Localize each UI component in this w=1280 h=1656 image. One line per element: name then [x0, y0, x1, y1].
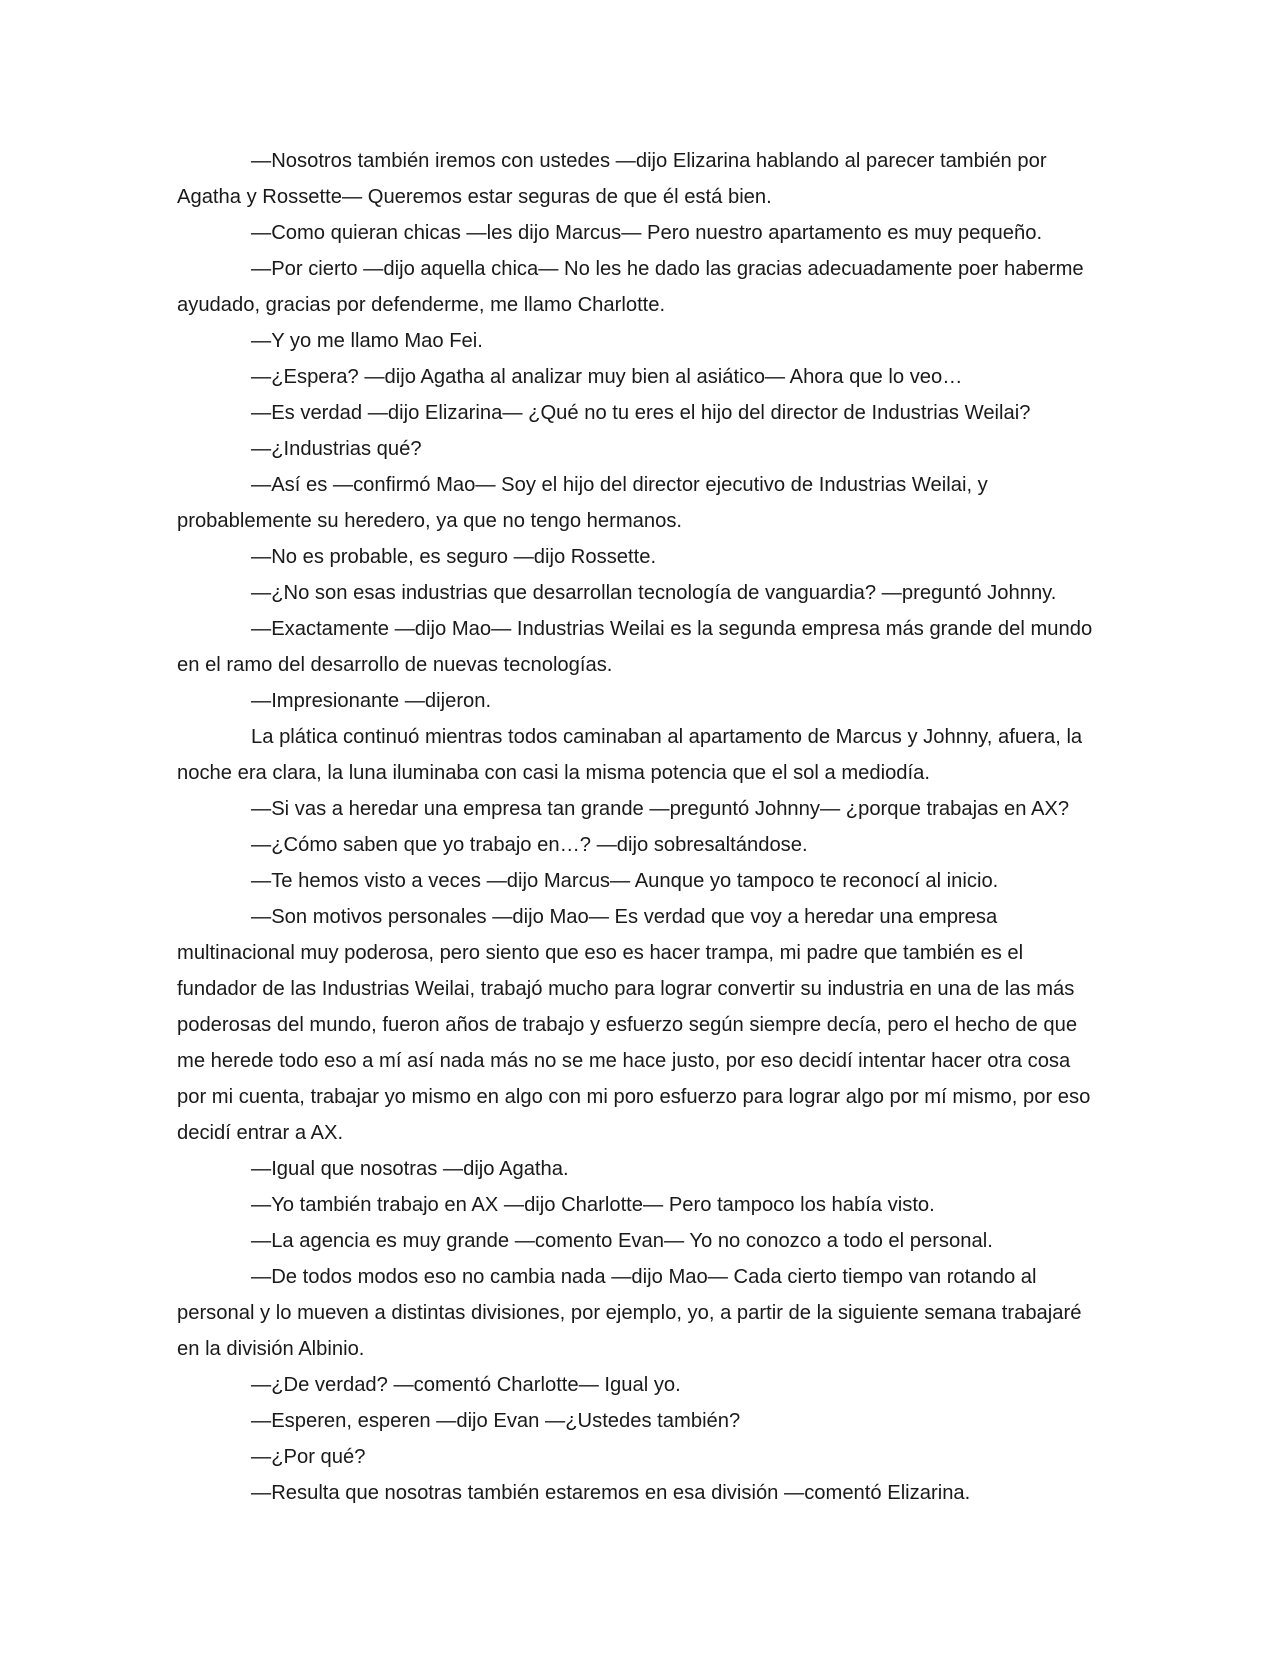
paragraph: La plática continuó mientras todos caminaban al apartamento de Marcus y Johnny, afuera, la noche era clara, la luna iluminaba con casi la misma potencia que el sol a mediodía. [177, 726, 1083, 784]
paragraph: —Es verdad —dijo Elizarina— ¿Qué no tu eres el hijo del director de Industrias Weilai? [251, 402, 1031, 424]
paragraph: —La agencia es muy grande —comento Evan— Yo no conozco a todo el personal. [251, 1230, 993, 1252]
paragraph: —No es probable, es seguro —dijo Rossette. [251, 546, 657, 568]
paragraph: —¿Espera? —dijo Agatha al analizar muy bien al asiático— Ahora que lo veo… [251, 366, 963, 388]
paragraph: —Yo también trabajo en AX —dijo Charlotte— Pero tampoco los había visto. [251, 1194, 935, 1216]
paragraph: —Nosotros también iremos con ustedes —dijo Elizarina hablando al parecer también por Agatha y Rossette— Queremos estar seguras de que él está bien. [177, 150, 1047, 208]
paragraph: —Como quieran chicas —les dijo Marcus— Pero nuestro apartamento es muy pequeño. [251, 222, 1043, 244]
paragraph: —Resulta que nosotras también estaremos en esa división —comentó Elizarina. [251, 1482, 971, 1504]
paragraph: —Son motivos personales —dijo Mao— Es verdad que voy a heredar una empresa multinacional muy poderosa, pero siento que eso es hacer trampa, mi padre que también es el fundador de las Industrias Weilai, trabajó mucho para lograr convertir su industria en una de las más poderosas del mundo, fueron años de trabajo y esfuerzo según siempre decía, pero el hecho de que me herede todo eso a mí así nada más no se me hace justo, por eso decidí intentar hacer otra cosa por mi cuenta, trabajar yo mismo en algo con mi poro esfuerzo para lograr algo por mí mismo, por eso decidí entrar a AX. [177, 906, 1091, 1144]
paragraph: —Impresionante —dijeron. [251, 690, 492, 712]
paragraph: —Exactamente —dijo Mao— Industrias Weilai es la segunda empresa más grande del mundo en el ramo del desarrollo de nuevas tecnologías. [177, 618, 1093, 676]
paragraph: —¿Industrias qué? [251, 438, 422, 460]
paragraph: —Igual que nosotras —dijo Agatha. [251, 1158, 569, 1180]
paragraph: —¿Por qué? [251, 1446, 366, 1468]
paragraph: —Te hemos visto a veces —dijo Marcus— Aunque yo tampoco te reconocí al inicio. [251, 870, 999, 892]
paragraph: —Por cierto —dijo aquella chica— No les he dado las gracias adecuadamente poer haberme ayudado, gracias por defenderme, me llamo Charlotte. [177, 258, 1084, 316]
paragraph: —Si vas a heredar una empresa tan grande —preguntó Johnny— ¿porque trabajas en AX? [251, 798, 1070, 820]
paragraph: —De todos modos eso no cambia nada —dijo Mao— Cada cierto tiempo van rotando al personal y lo mueven a distintas divisiones, por ejemplo, yo, a partir de la siguiente semana trabajaré en la división Albinio. [177, 1266, 1082, 1360]
paragraph: —¿Cómo saben que yo trabajo en…? —dijo sobresaltándose. [251, 834, 808, 856]
paragraph: —¿De verdad? —comentó Charlotte— Igual yo. [251, 1374, 681, 1396]
document-body [177, 143, 1098, 1511]
paragraph: —¿No son esas industrias que desarrollan tecnología de vanguardia? —preguntó Johnny. [251, 582, 1057, 604]
paragraph: —Esperen, esperen —dijo Evan —¿Ustedes también? [251, 1410, 741, 1432]
paragraph: —Y yo me llamo Mao Fei. [251, 330, 483, 352]
paragraph: —Así es —confirmó Mao— Soy el hijo del director ejecutivo de Industrias Weilai, y probablemente su heredero, ya que no tengo hermanos. [177, 474, 988, 532]
